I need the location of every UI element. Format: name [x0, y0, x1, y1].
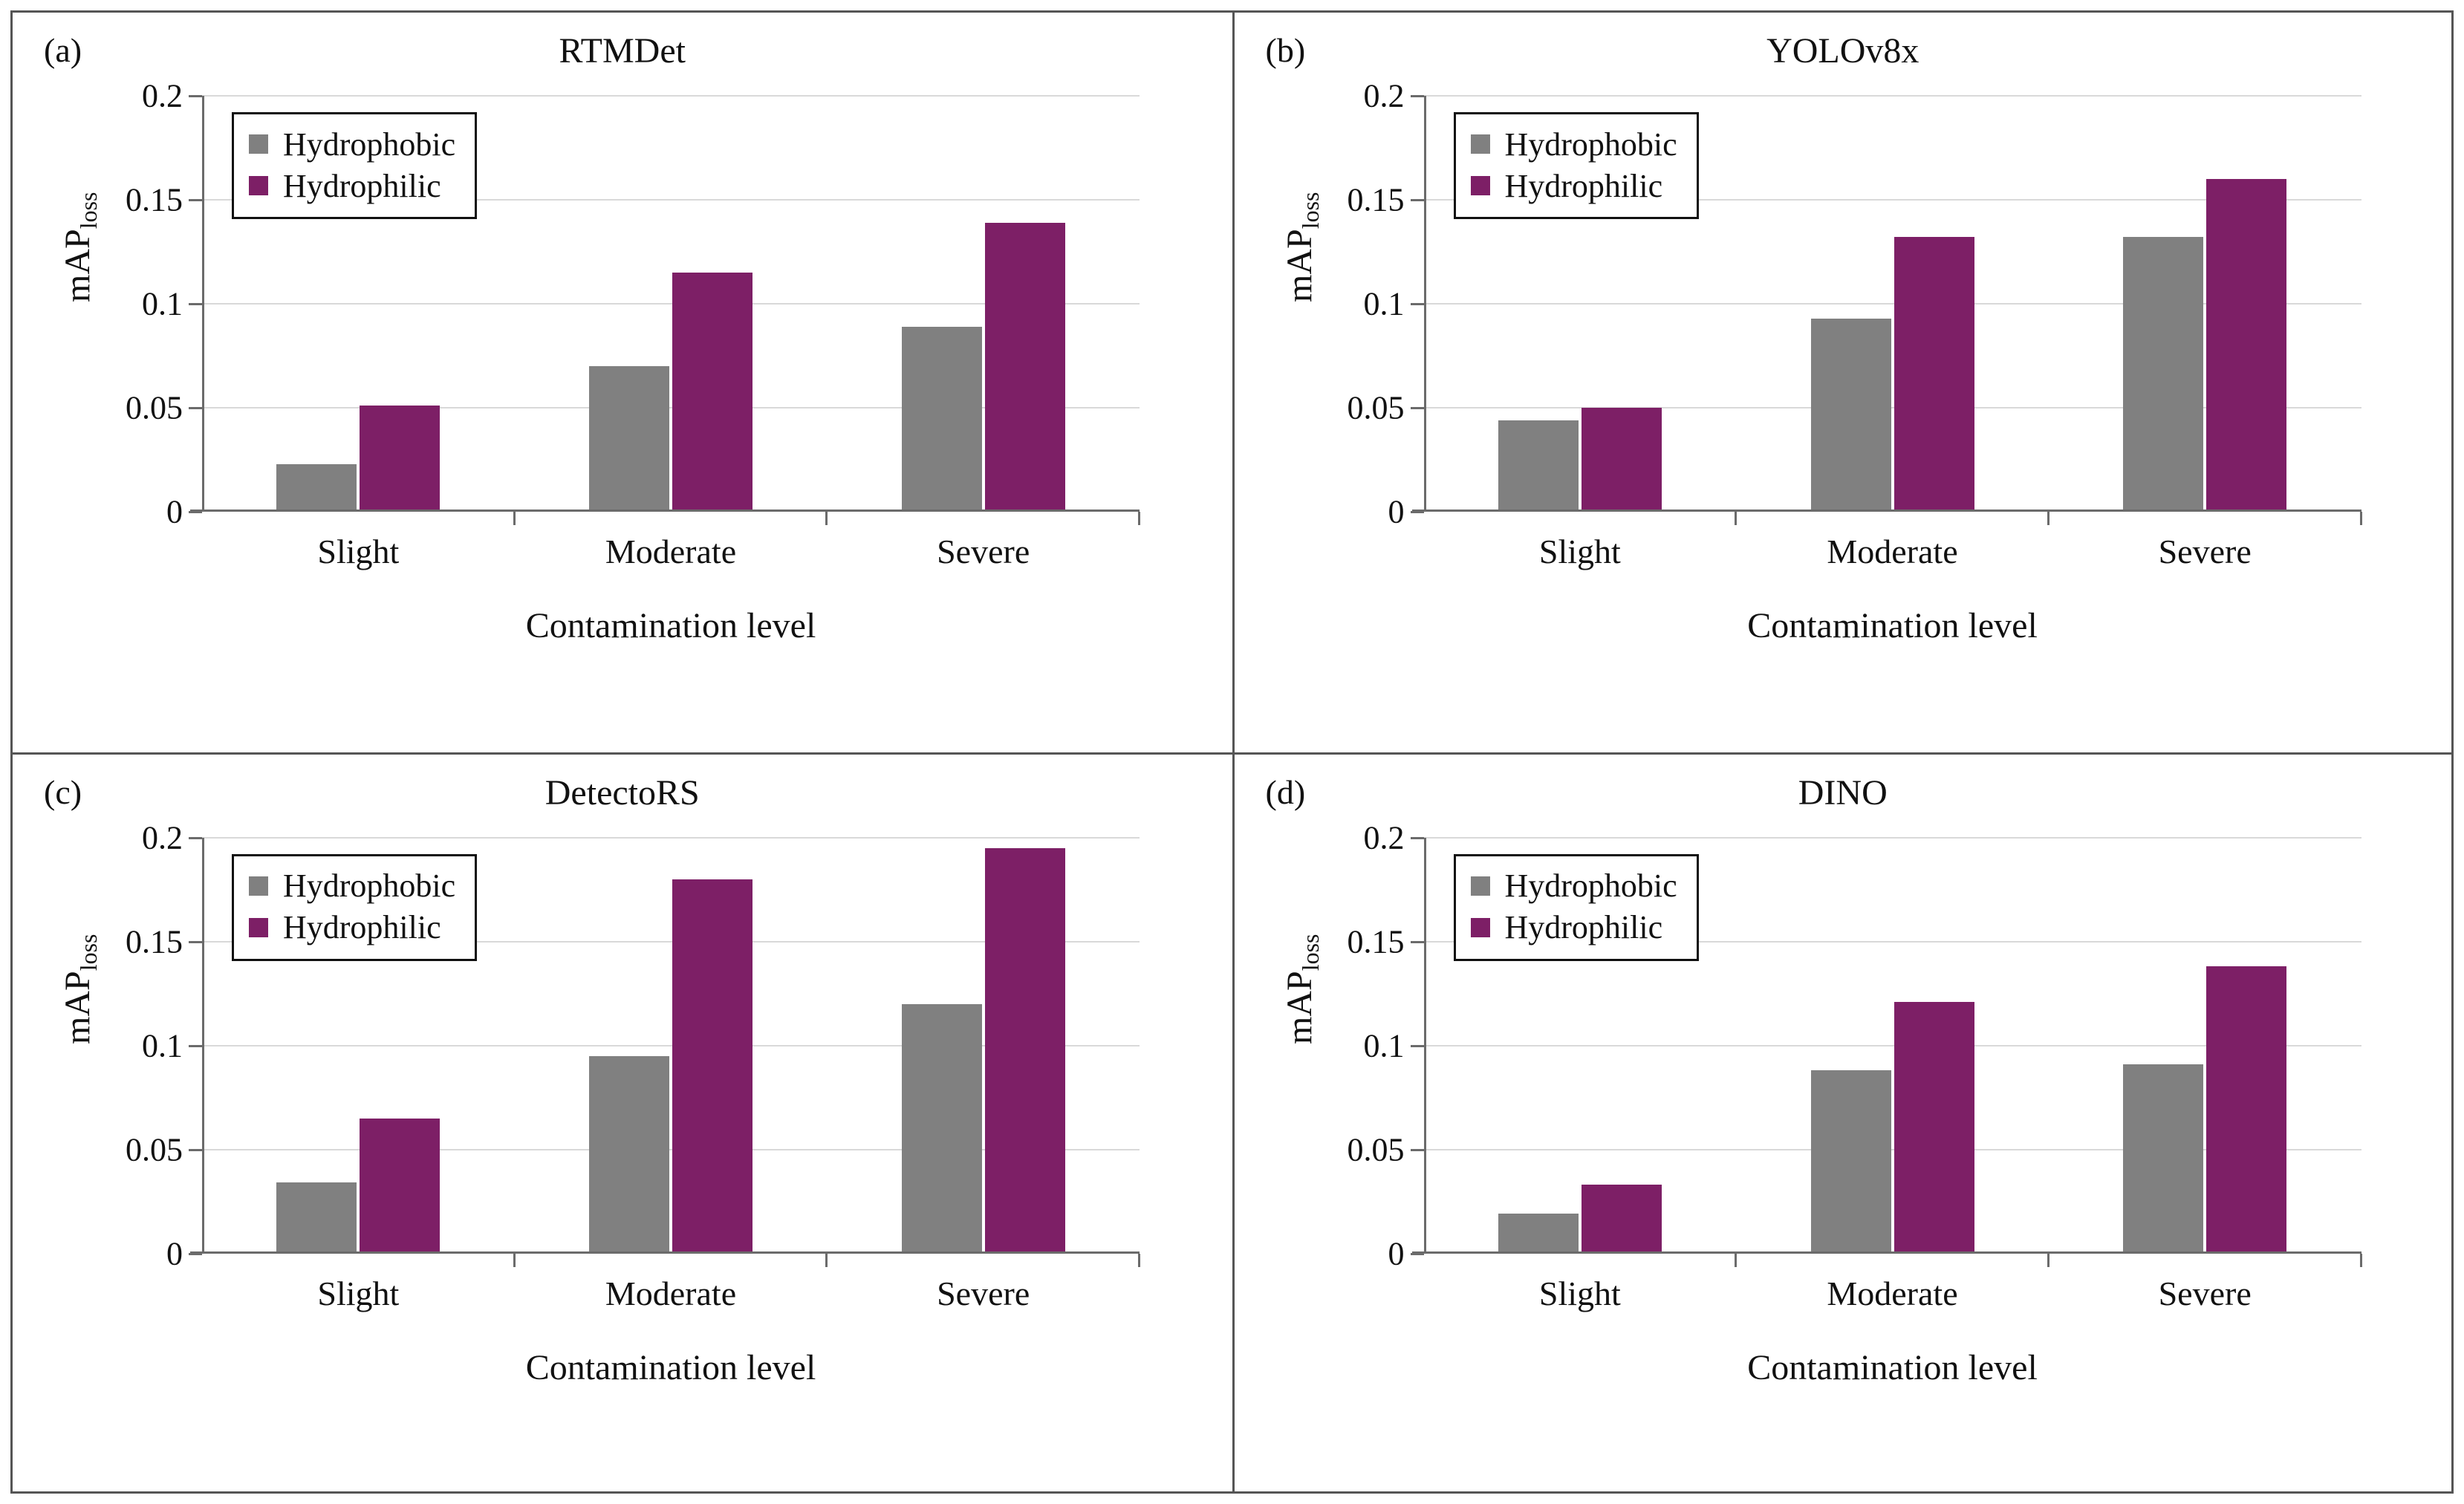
legend-swatch-hydrophobic-icon	[1471, 134, 1490, 154]
bar-hydrophobic-severe	[902, 1004, 982, 1254]
y-tick-mark	[1411, 303, 1424, 305]
y-tick-label: 0.1	[142, 1027, 183, 1064]
y-tick-label: 0.05	[1347, 1131, 1405, 1168]
legend-c	[232, 854, 477, 961]
bar-hydrophilic-moderate	[672, 273, 752, 512]
panel-a	[13, 13, 1232, 752]
x-tick-label-moderate: Moderate	[1827, 533, 1958, 570]
panel-b-x-axis	[1412, 510, 2361, 512]
bar-hydrophilic-severe	[985, 848, 1065, 1254]
gridline	[1424, 95, 2361, 97]
legend-item-hydrophilic[interactable]	[249, 165, 455, 206]
y-tick-mark	[189, 1253, 202, 1255]
bar-hydrophilic-slight	[1582, 1185, 1662, 1253]
x-tick-mark	[1735, 1254, 1737, 1267]
gridline	[202, 837, 1140, 839]
y-tick-mark	[189, 941, 202, 943]
x-tick-mark	[2360, 1254, 2362, 1267]
x-tick-label-slight: Slight	[317, 533, 400, 570]
panel-d-y-axis-title-sub: loss	[1296, 934, 1324, 971]
panel-d-y-axis	[1424, 838, 1426, 1254]
bar-hydrophilic-severe	[985, 223, 1065, 512]
panel-c-y-axis-title	[57, 934, 102, 1044]
panel-d-y-axis-title	[1279, 934, 1324, 1044]
bar-hydrophobic-moderate	[589, 366, 669, 512]
panel-d-x-axis-title: Contamination level	[1747, 1347, 2038, 1387]
legend-swatch-hydrophilic-icon	[249, 176, 268, 195]
y-tick-mark	[189, 511, 202, 513]
panel-d	[1232, 752, 2452, 1492]
legend-item-hydrophilic[interactable]	[1471, 165, 1677, 206]
panel-c-x-axis	[190, 1251, 1140, 1254]
y-tick-mark	[1411, 1045, 1424, 1047]
x-tick-mark	[1735, 512, 1737, 525]
bar-hydrophobic-moderate	[1811, 319, 1891, 512]
panel-b	[1232, 13, 2452, 752]
panel-b-y-axis-title-main: mAP	[1279, 229, 1319, 302]
bar-hydrophilic-slight	[1582, 408, 1662, 512]
legend-item-hydrophobic[interactable]	[1471, 123, 1677, 165]
panel-a-x-axis	[190, 510, 1140, 512]
y-tick-label: 0.05	[1347, 389, 1405, 426]
panel-c-plot	[126, 819, 1140, 1312]
y-tick-label: 0.15	[126, 923, 183, 960]
panel-b-plot-area	[1424, 96, 2361, 512]
y-tick-label: 0.2	[1363, 819, 1405, 856]
legend-a	[232, 112, 477, 219]
legend-item-hydrophobic[interactable]	[249, 865, 455, 907]
legend-item-hydrophilic[interactable]	[249, 907, 455, 948]
x-tick-label-severe: Severe	[937, 1274, 1030, 1312]
y-tick-label: 0.2	[142, 77, 183, 114]
y-tick-label: 0.2	[1363, 77, 1405, 114]
x-tick-mark	[2047, 1254, 2049, 1267]
x-tick-label-moderate: Moderate	[1827, 1274, 1958, 1312]
panel-a-y-axis	[202, 96, 204, 512]
x-tick-mark	[2047, 512, 2049, 525]
panel-grid	[13, 13, 2451, 1491]
panel-d-plot-area	[1424, 838, 2361, 1254]
gridline	[1424, 837, 2361, 839]
legend-label: Hydrophilic	[1504, 167, 1663, 204]
y-tick-mark	[189, 303, 202, 305]
panel-b-x-axis-title: Contamination level	[1747, 606, 2038, 645]
legend-label: Hydrophobic	[283, 867, 456, 904]
y-tick-mark	[1411, 199, 1424, 201]
bar-hydrophobic-moderate	[1811, 1070, 1891, 1253]
panel-a-y-axis-title	[57, 192, 102, 303]
y-tick-label: 0	[166, 1235, 183, 1272]
legend-label: Hydrophobic	[283, 126, 456, 163]
panel-d-y-axis-title-main: mAP	[1279, 970, 1319, 1044]
panel-d-x-axis	[1412, 1251, 2361, 1254]
x-tick-mark	[1138, 512, 1140, 525]
x-tick-label-moderate: Moderate	[605, 533, 737, 570]
y-tick-mark	[1411, 837, 1424, 839]
legend-swatch-hydrophilic-icon	[1471, 918, 1490, 937]
panel-c-y-axis-title-main: mAP	[58, 970, 97, 1044]
panel-b-y-axis	[1424, 96, 1426, 512]
panel-b-plot	[1347, 77, 2361, 570]
y-tick-mark	[189, 1045, 202, 1047]
x-tick-mark	[825, 1254, 828, 1267]
legend-item-hydrophobic[interactable]	[249, 123, 455, 165]
legend-item-hydrophobic[interactable]	[1471, 865, 1677, 907]
legend-swatch-hydrophilic-icon	[249, 918, 268, 937]
x-tick-mark	[513, 1254, 516, 1267]
y-tick-label: 0.05	[126, 1131, 183, 1168]
y-tick-mark	[1411, 511, 1424, 513]
panel-c-tag: (c)	[44, 772, 82, 811]
bar-hydrophilic-moderate	[1894, 237, 1974, 512]
panel-b-y-axis-title-sub: loss	[1296, 192, 1324, 229]
panel-d-tag: (d)	[1265, 772, 1306, 811]
y-tick-label: 0	[1388, 1235, 1405, 1272]
y-tick-mark	[189, 1149, 202, 1151]
y-tick-label: 0	[166, 493, 183, 530]
panel-a-title: RTMDet	[559, 31, 686, 71]
legend-swatch-hydrophobic-icon	[249, 876, 268, 896]
x-tick-label-slight: Slight	[1538, 533, 1621, 570]
panel-c-plot-area	[202, 838, 1140, 1254]
y-tick-label: 0.15	[1347, 181, 1405, 218]
bar-hydrophilic-slight	[360, 406, 440, 512]
gridline	[202, 95, 1140, 97]
panel-b-title: YOLOv8x	[1766, 31, 1919, 71]
x-tick-label-slight: Slight	[317, 1274, 400, 1312]
x-tick-mark	[1138, 1254, 1140, 1267]
legend-swatch-hydrophobic-icon	[1471, 876, 1490, 896]
bar-hydrophobic-slight	[1498, 420, 1579, 512]
y-tick-label: 0.1	[1363, 285, 1405, 322]
bar-hydrophobic-slight	[276, 464, 357, 512]
bar-hydrophilic-slight	[360, 1119, 440, 1254]
y-tick-label: 0.1	[142, 285, 183, 322]
x-tick-label-severe: Severe	[937, 533, 1030, 570]
y-tick-mark	[189, 199, 202, 201]
legend-label: Hydrophobic	[1504, 867, 1677, 904]
panel-b-y-axis-title	[1279, 192, 1324, 303]
y-tick-label: 0.2	[142, 819, 183, 856]
x-tick-label-severe: Severe	[2158, 1274, 2252, 1312]
bar-hydrophilic-moderate	[1894, 1002, 1974, 1254]
panel-c-y-axis-title-sub: loss	[75, 934, 102, 971]
panel-a-tag: (a)	[44, 31, 82, 69]
y-tick-mark	[189, 95, 202, 97]
legend-swatch-hydrophilic-icon	[1471, 176, 1490, 195]
x-tick-label-slight: Slight	[1538, 1274, 1621, 1312]
y-tick-label: 0.05	[126, 389, 183, 426]
bar-hydrophobic-slight	[276, 1182, 357, 1253]
y-tick-mark	[1411, 95, 1424, 97]
legend-label: Hydrophobic	[1504, 126, 1677, 163]
y-tick-label: 0.1	[1363, 1027, 1405, 1064]
y-tick-mark	[1411, 407, 1424, 409]
y-tick-mark	[1411, 1253, 1424, 1255]
y-tick-label: 0	[1388, 493, 1405, 530]
y-tick-mark	[1411, 1149, 1424, 1151]
x-tick-mark	[513, 512, 516, 525]
y-tick-label: 0.15	[1347, 923, 1405, 960]
panel-d-plot	[1347, 819, 2361, 1312]
legend-label: Hydrophilic	[283, 909, 441, 945]
panel-a-plot-area	[202, 96, 1140, 512]
panel-a-x-axis-title: Contamination level	[525, 606, 816, 645]
y-tick-mark	[189, 837, 202, 839]
panel-c-title: DetectoRS	[545, 772, 700, 813]
legend-label: Hydrophilic	[1504, 909, 1663, 945]
legend-swatch-hydrophobic-icon	[249, 134, 268, 154]
bar-hydrophobic-slight	[1498, 1214, 1579, 1253]
x-tick-mark	[825, 512, 828, 525]
x-tick-mark	[2360, 512, 2362, 525]
panel-c-x-axis-title: Contamination level	[525, 1347, 816, 1387]
legend-b	[1454, 112, 1699, 219]
panel-c	[13, 752, 1232, 1492]
bar-hydrophobic-moderate	[589, 1056, 669, 1254]
panel-b-tag: (b)	[1265, 31, 1306, 69]
bar-hydrophobic-severe	[902, 327, 982, 512]
y-tick-mark	[189, 407, 202, 409]
x-tick-label-moderate: Moderate	[605, 1274, 737, 1312]
panel-a-plot	[126, 77, 1140, 570]
panel-a-y-axis-title-main: mAP	[58, 229, 97, 302]
bar-hydrophobic-severe	[2123, 237, 2203, 512]
x-tick-label-severe: Severe	[2158, 533, 2252, 570]
panel-a-y-axis-title-sub: loss	[75, 192, 102, 229]
panel-c-y-axis	[202, 838, 204, 1254]
bar-hydrophobic-severe	[2123, 1064, 2203, 1254]
legend-label: Hydrophilic	[283, 167, 441, 204]
y-tick-label: 0.15	[126, 181, 183, 218]
panel-d-title: DINO	[1798, 772, 1888, 813]
y-tick-mark	[1411, 941, 1424, 943]
bar-hydrophilic-severe	[2206, 966, 2286, 1253]
legend-d	[1454, 854, 1699, 961]
bar-hydrophilic-severe	[2206, 179, 2286, 512]
bar-hydrophilic-moderate	[672, 879, 752, 1254]
legend-item-hydrophilic[interactable]	[1471, 907, 1677, 948]
